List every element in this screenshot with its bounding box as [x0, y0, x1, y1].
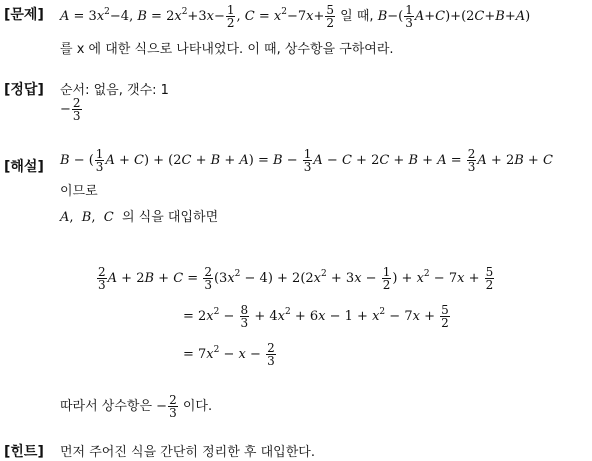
problem-label: [문제]	[4, 7, 44, 23]
problem-when-text: 일 때,	[340, 9, 374, 24]
hint-label: [힌트]	[4, 444, 44, 460]
equation-row-2: = $2x^2$ − $\frac{8}{3}$ + $4x^2 + 6x - 1 + x^2 - 7x$ + $\frac{5}{2}$	[183, 303, 449, 330]
solution-line-2: 이므로	[60, 184, 98, 199]
answer-line-1: 순서: 없음, 갯수: 1	[60, 83, 169, 98]
fraction-5-2: $\frac{5}{2}$	[326, 3, 335, 30]
fraction-1-3: $\frac{1}{3}$	[405, 3, 413, 30]
equation-row-3: = $7x^2 - x$ − $\frac{2}{3}$	[183, 341, 275, 368]
answer-numerator: 2	[72, 96, 81, 110]
problem-line-2: 를 x 에 대한 식으로 나타내었다. 이 때, 상수항을 구하여라.	[60, 42, 394, 57]
conclusion-prefix: 따라서 상수항은	[60, 399, 153, 414]
answer-label: [정답]	[4, 82, 44, 98]
solution-line-3: A, B, C 의 식을 대입하면	[60, 210, 219, 225]
answer-minus: −	[60, 102, 71, 117]
conclusion-suffix: 이다.	[182, 399, 213, 414]
fraction-1-2: $\frac{1}{2}$	[226, 3, 235, 30]
equation-row-1: $\frac{2}{3}$ A + 2B + C = $\frac{2}{3}$ $(3x^2 - 4) + 2(2x^2 + 3x$ − $\frac{1}{2}$ ) + $x^2 - 7x$ + $\frac{5}{2}$	[98, 265, 494, 292]
solution-label: [해설]	[4, 159, 44, 175]
problem-line-1: $A = 3x^2-4$, $B = 2x^2+3x-$ $\frac{1}{2}$ , $C = x^2-7x+$ $\frac{5}{2}$ 일 때, B−( $\frac{1}{3}$ A+C)+(2C+B+A)	[60, 3, 531, 30]
solution-substitute-text: 의 식을 대입하면	[121, 210, 219, 225]
answer-denominator: 3	[72, 109, 81, 123]
solution-line-1: B − ( $\frac{1}{3}$ A + C) + (2C + B + A) = B − $\frac{1}{3}$ A − C + 2C + B + A = $\frac{2}{3}$ A + 2B + C	[60, 147, 553, 174]
answer-value	[60, 97, 83, 122]
solution-conclusion: 따라서 상수항은 − $\frac{2}{3}$ 이다.	[60, 393, 213, 420]
hint-text: 먼저 주어진 식을 간단히 정리한 후 대입한다.	[60, 445, 315, 460]
